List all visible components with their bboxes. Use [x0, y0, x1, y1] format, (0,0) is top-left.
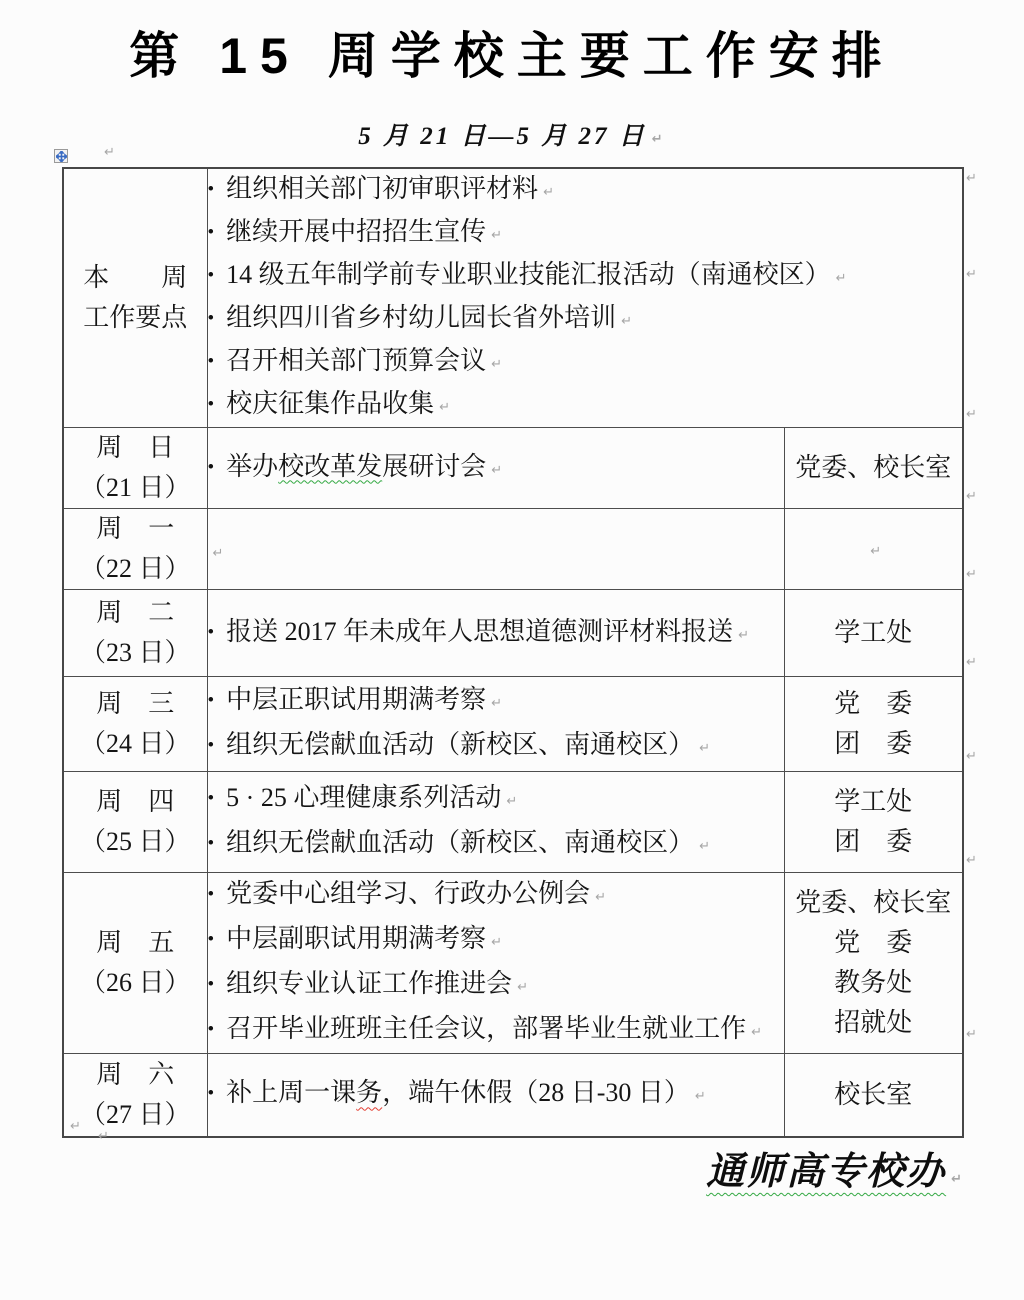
day-label: 工作要点: [83, 303, 188, 332]
table-row-thursday: [63, 772, 963, 873]
work-item: [208, 724, 784, 769]
content-cell-week[interactable]: [207, 168, 963, 428]
day-label: 本 周: [83, 263, 188, 292]
paragraph-mark-icon: [434, 384, 450, 427]
work-item-text: 召开相关部门预算会议: [226, 346, 487, 375]
work-item-text: 展研讨会: [382, 451, 487, 481]
footer-signature-text: 通师高专校办: [706, 1151, 947, 1193]
paragraph-mark-icon: [486, 341, 502, 384]
work-item-text: 继续开展中招招生宣传: [226, 217, 487, 246]
bullet-icon: •: [207, 308, 215, 329]
schedule-table: [62, 167, 964, 1138]
work-item: [208, 255, 963, 298]
day-cell-saturday[interactable]: [63, 1054, 207, 1137]
dept-label: 学工处: [834, 787, 913, 816]
paragraph-mark-icon: ↵: [966, 407, 977, 422]
work-item: [208, 298, 963, 341]
dept-label: 党委、校长室: [795, 453, 952, 482]
paragraph-mark-icon: [486, 679, 502, 724]
dept-label: 党委、校长室: [795, 888, 952, 917]
day-label: 周 五: [96, 928, 175, 957]
dept-label: 党 委: [834, 689, 913, 718]
work-item-text: 补上周一课: [226, 1078, 357, 1108]
date-range-text: 5 月 21 日—5 月 27 日: [358, 123, 647, 150]
bullet-icon: •: [207, 621, 215, 643]
footer-signature: [706, 1140, 964, 1195]
paragraph-mark-icon: [486, 212, 502, 255]
paragraph-mark-icon: [694, 822, 710, 867]
paragraph-mark-icon: ↵: [70, 1119, 81, 1134]
schedule-table-container: [62, 167, 962, 1138]
paragraph-mark-icon: [946, 1149, 964, 1193]
bullet-icon: •: [207, 788, 215, 809]
paragraph-mark-icon: ↵: [966, 853, 977, 868]
paragraph-mark-icon: ↵: [966, 1027, 977, 1042]
dept-label: 团 委: [834, 827, 913, 856]
bullet-icon: •: [207, 833, 215, 854]
work-item-text: 中层副职试用期满考察: [226, 924, 487, 953]
paragraph-mark-icon: ↵: [966, 655, 977, 670]
work-item: [208, 169, 963, 212]
day-cell-monday[interactable]: [63, 509, 207, 590]
content-cell-thursday[interactable]: [207, 772, 784, 873]
day-cell-sunday[interactable]: [63, 428, 207, 509]
bullet-icon: •: [207, 929, 215, 950]
day-label: （22 日）: [79, 554, 191, 583]
work-item-text: 组织无偿献血活动（新校区、南通校区）: [226, 828, 695, 857]
table-row-friday: [63, 873, 963, 1054]
work-item-text: 组织四川省乡村幼儿园长省外培训: [226, 303, 617, 332]
paragraph-mark-icon: [865, 527, 881, 572]
work-item: [208, 1072, 784, 1117]
bullet-icon: •: [207, 1083, 215, 1105]
day-label: （25 日）: [79, 827, 191, 856]
paragraph-mark-icon: [616, 298, 632, 341]
bullet-icon: •: [207, 974, 215, 995]
four-arrow-icon: [56, 151, 67, 162]
work-item-text: 5 · 25 心理健康系列活动: [226, 783, 502, 812]
dept-label: 学工处: [834, 618, 913, 647]
paragraph-mark-icon: [538, 169, 554, 212]
paragraph-mark-icon: ↵: [98, 1129, 109, 1144]
table-row-week-summary: [63, 168, 963, 428]
work-item: [208, 384, 963, 427]
day-label: 周 四: [96, 787, 175, 816]
table-row-sunday: [63, 428, 963, 509]
work-item-text: 举办: [226, 451, 279, 481]
paragraph-mark-icon: [486, 918, 502, 963]
bullet-icon: •: [207, 735, 215, 756]
paragraph-mark-icon: [512, 963, 528, 1008]
content-cell-tuesday[interactable]: [207, 590, 784, 677]
work-item-text: 报送 2017 年未成年人思想道德测评材料报送: [226, 616, 734, 646]
paragraph-mark-icon: ↵: [966, 171, 977, 186]
bullet-icon: •: [207, 884, 215, 905]
work-item: [208, 611, 784, 656]
dept-cell-wednesday[interactable]: [784, 677, 963, 772]
work-item-text: 组织无偿献血活动（新校区、南通校区）: [226, 730, 695, 759]
work-item-text: 召开毕业班班主任会议，部署毕业生就业工作: [226, 1014, 747, 1043]
bullet-icon: •: [207, 456, 215, 478]
paragraph-mark-icon: [647, 122, 666, 150]
work-item: [208, 918, 784, 963]
paragraph-mark-icon: ↵: [966, 267, 977, 282]
day-label: （24 日）: [79, 729, 191, 758]
dept-label: 教务处: [834, 968, 913, 997]
day-label: （21 日）: [79, 473, 191, 502]
day-label: 周 一: [96, 514, 175, 543]
work-item-text: 中层正职试用期满考察: [226, 685, 487, 714]
spellcheck-green-underline: 校改革发: [278, 451, 383, 481]
work-item-text: 党委中心组学习、行政办公例会: [226, 879, 591, 908]
work-item: [208, 777, 784, 822]
dept-cell-thursday[interactable]: [784, 772, 963, 873]
paragraph-mark-icon: [831, 255, 847, 298]
work-item-text: 校庆征集作品收集: [226, 389, 435, 418]
dept-label: 党 委: [834, 928, 913, 957]
work-item: [208, 822, 784, 867]
day-cell-week[interactable]: [63, 168, 207, 428]
bullet-icon: •: [207, 265, 215, 286]
work-item: [208, 873, 784, 918]
day-label: （26 日）: [79, 968, 191, 997]
day-label: 周 三: [96, 689, 175, 718]
work-item-text: 组织专业认证工作推进会: [226, 969, 513, 998]
table-row-wednesday: [63, 677, 963, 772]
date-range: [0, 116, 1024, 152]
table-row-saturday: [63, 1054, 963, 1137]
bullet-icon: •: [207, 690, 215, 711]
paragraph-mark-icon: [590, 873, 606, 918]
day-label: （27 日）: [79, 1099, 191, 1129]
work-item: [208, 446, 784, 491]
work-item: [208, 212, 963, 255]
paragraph-mark-icon: ↵: [966, 749, 977, 764]
paragraph-mark-icon: ↵: [104, 145, 115, 160]
day-cell-friday[interactable]: [63, 873, 207, 1054]
day-label: （23 日）: [79, 638, 191, 667]
dept-label: 团 委: [834, 729, 913, 758]
day-label: 周 日: [96, 433, 175, 462]
bullet-icon: •: [207, 394, 215, 415]
table-row-tuesday: [63, 590, 963, 677]
bullet-icon: •: [207, 351, 215, 372]
paragraph-mark-icon: [690, 1072, 706, 1117]
spellcheck-red-underline: 务: [356, 1078, 383, 1108]
paragraph-mark-icon: [501, 777, 517, 822]
work-item: [208, 341, 963, 384]
dept-cell-monday[interactable]: [784, 509, 963, 590]
paragraph-mark-icon: [733, 611, 749, 656]
dept-label: 招就处: [834, 1008, 913, 1037]
paragraph-mark-icon: ↵: [966, 489, 977, 504]
dept-cell-sunday[interactable]: [784, 428, 963, 509]
table-row-monday: [63, 509, 963, 590]
work-item-text: 14 级五年制学前专业职业技能汇报活动（南通校区）: [226, 260, 831, 289]
content-cell-saturday[interactable]: [207, 1054, 784, 1137]
page-title: 第 15 周学校主要工作安排: [129, 28, 895, 84]
paragraph-mark-icon: ↵: [966, 567, 977, 582]
content-cell-friday[interactable]: [207, 873, 784, 1054]
content-cell-sunday[interactable]: [207, 428, 784, 509]
work-item-text: ，端午休假（28 日-30 日）: [382, 1078, 690, 1108]
work-item-text: 组织相关部门初审职评材料: [226, 174, 539, 203]
dept-cell-saturday[interactable]: [784, 1054, 963, 1137]
work-item: [208, 1008, 784, 1053]
day-cell-wednesday[interactable]: [63, 677, 207, 772]
day-cell-tuesday[interactable]: [63, 590, 207, 677]
day-cell-thursday[interactable]: [63, 772, 207, 873]
dept-cell-friday[interactable]: [784, 873, 963, 1054]
bullet-icon: •: [207, 179, 215, 200]
bullet-icon: •: [207, 1019, 215, 1040]
content-cell-wednesday[interactable]: [207, 677, 784, 772]
dept-label: 校长室: [834, 1079, 913, 1109]
content-cell-monday[interactable]: [207, 509, 784, 590]
work-item: [208, 963, 784, 1008]
day-label: 周 六: [96, 1059, 175, 1089]
paragraph-mark-icon: [208, 534, 224, 564]
table-move-handle-icon[interactable]: [54, 149, 68, 163]
paragraph-mark-icon: [694, 724, 710, 769]
paragraph-mark-icon: [746, 1008, 762, 1053]
day-label: 周 二: [96, 598, 175, 627]
bullet-icon: •: [207, 222, 215, 243]
dept-cell-tuesday[interactable]: [784, 590, 963, 677]
paragraph-mark-icon: [486, 446, 502, 491]
work-item: [208, 679, 784, 724]
